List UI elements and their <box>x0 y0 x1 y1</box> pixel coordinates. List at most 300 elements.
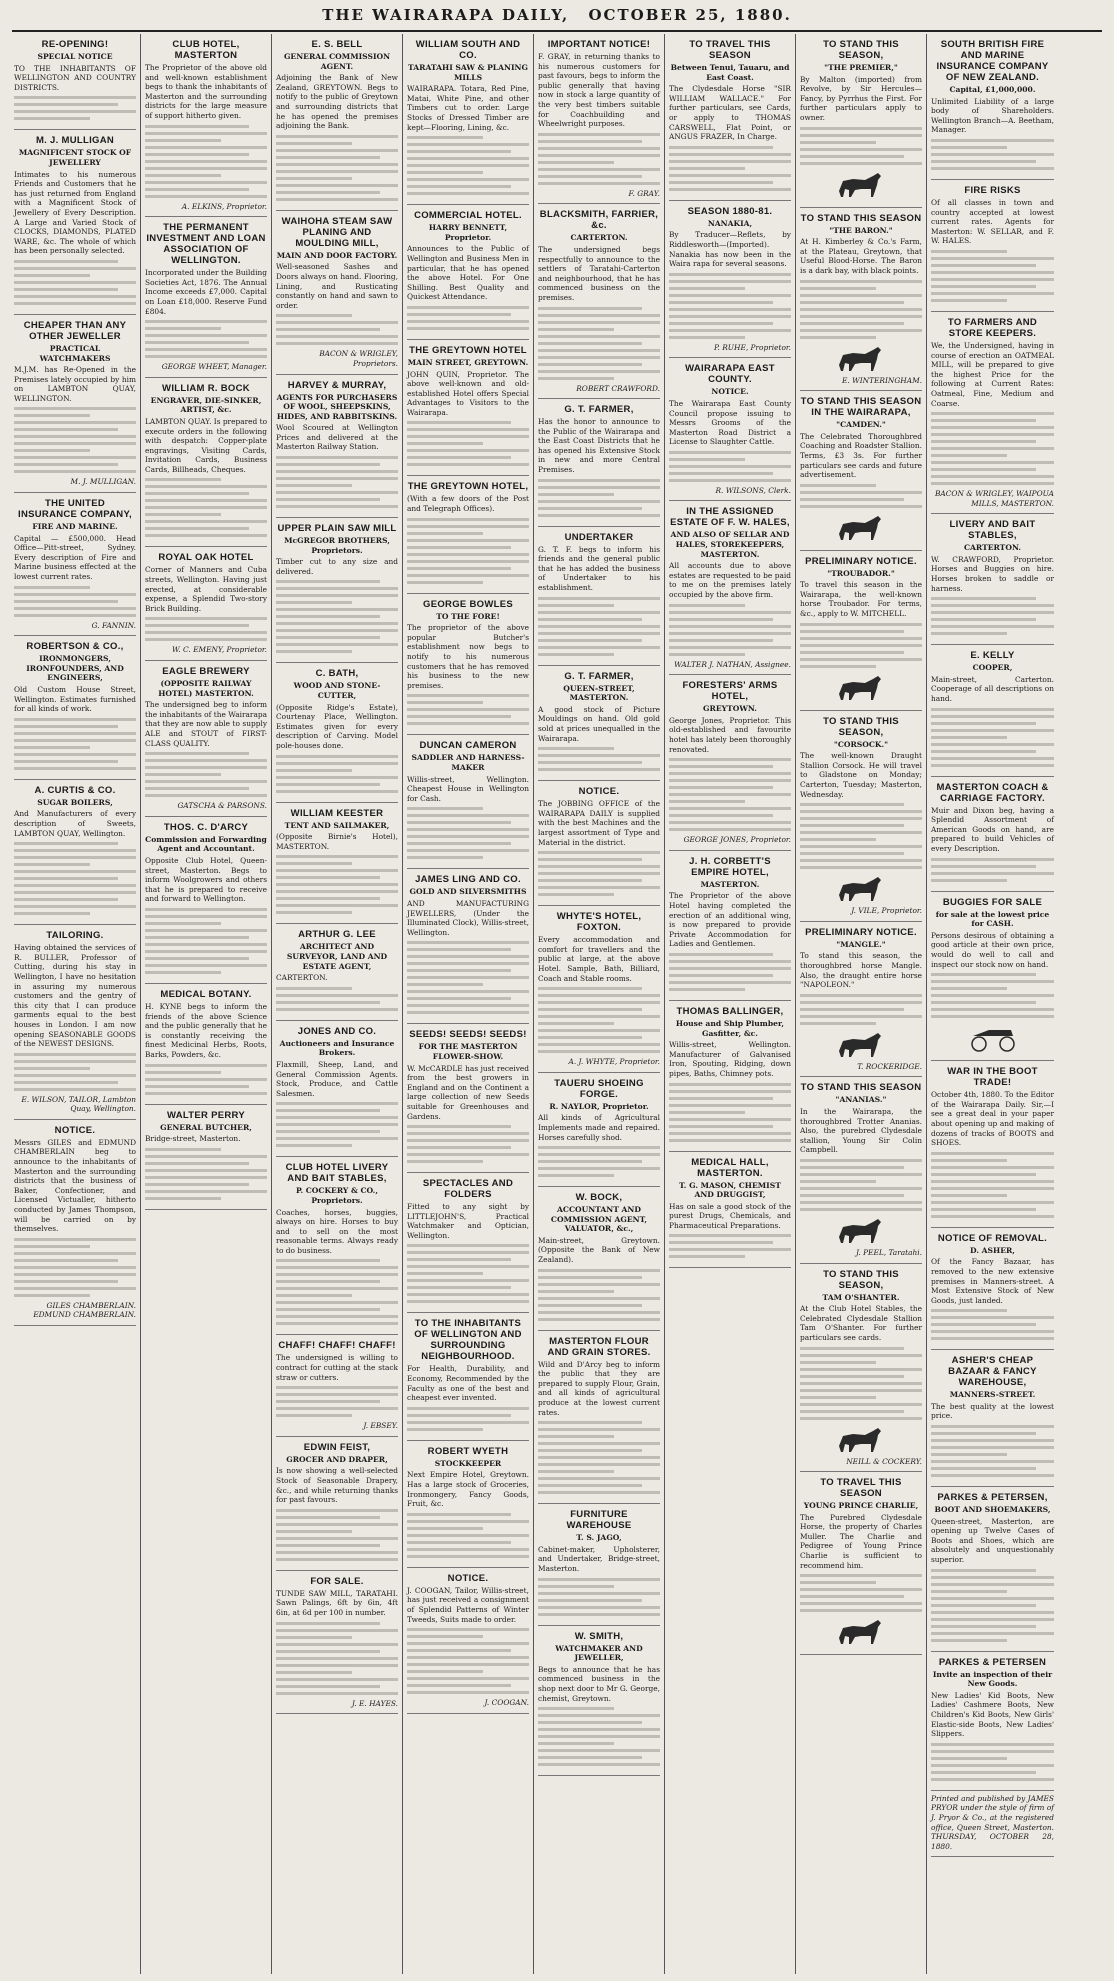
text-line <box>407 856 483 859</box>
text-line <box>145 1092 267 1095</box>
text-line <box>276 498 380 501</box>
advertisement <box>669 358 791 501</box>
text-line <box>538 1463 660 1466</box>
ad-body: The Proprietor of the above Hotel having completed the erection of an additional wing, is now prepared to provide Private Accommodation for Ladies and Gentlemen. <box>669 891 791 949</box>
text-line <box>276 463 380 466</box>
ad-body: Queen-street, Masterton, are opening up Twelve Cases of Boots and Shoes, which are absolutely and unquestionably superior. <box>931 1516 1054 1565</box>
ad-body: Having obtained the services of R. BULLER, Professor of Cutting, during his stay in Wellington, I have no hesitation in assuring my numerous customers and the gentry of this city that I can produce garments equal to the best houses in London. I am now opening SEASONABLE GOODS of the NEWEST DESIGNS. <box>14 943 136 1049</box>
text-line <box>800 803 904 806</box>
text-line <box>407 1160 483 1163</box>
text-line <box>800 665 876 668</box>
text-line <box>14 96 136 99</box>
text-line <box>145 125 249 128</box>
text-line <box>14 463 118 466</box>
column-3 <box>272 34 403 1974</box>
fine-print <box>538 1421 660 1494</box>
ad-subheading: YOUNG PRINCE CHARLIE, <box>803 1501 919 1511</box>
advertisement <box>407 34 529 205</box>
text-line <box>931 618 1036 621</box>
ad-heading: G. T. FARMER, <box>564 404 634 416</box>
ad-heading: TO STAND THIS SEASON, <box>823 715 899 738</box>
ad-body: Flaxmill, Sheep, Land, and General Commission Agents. Stock, Produce, and Cattle Salesmen. <box>276 1059 398 1098</box>
text-line <box>276 342 398 345</box>
ad-subheading: WATCHMAKER AND JEWELLER, <box>555 1643 643 1663</box>
text-line <box>669 632 791 635</box>
text-line <box>407 1004 529 1007</box>
ad-heading: TO STAND THIS SEASON, <box>823 1268 899 1291</box>
text-line <box>800 301 904 304</box>
text-line <box>14 407 136 410</box>
text-line <box>538 328 614 331</box>
ad-heading: WHYTE'S HOTEL, FOXTON. <box>556 911 642 934</box>
text-line <box>931 764 1054 767</box>
fine-print <box>800 623 922 668</box>
advertisement <box>538 906 660 1073</box>
ad-body: Willis-street, Wellington. Manufacturer of Galvanised Iron, Spouting, Ridging, down pipes, Baths, Chimney pots. <box>669 1040 791 1078</box>
text-line <box>407 715 511 718</box>
text-line <box>538 1043 660 1046</box>
text-line <box>538 639 642 642</box>
text-line <box>276 769 352 772</box>
ad-subheading: MASTERTON. <box>700 879 760 889</box>
advertisement <box>14 493 136 636</box>
text-line <box>14 449 90 452</box>
text-line <box>800 859 922 862</box>
ad-body: Capital — £500,000. Head Office—Pitt-street, Sydney. Every description of Fire and Marine business effected at the lowest current rates. <box>14 533 136 582</box>
fine-print <box>538 747 660 771</box>
text-line <box>669 625 791 628</box>
text-line <box>931 708 1054 711</box>
text-line <box>931 987 1007 990</box>
text-line <box>145 153 249 156</box>
text-line <box>14 593 136 596</box>
text-line <box>407 428 529 431</box>
text-line <box>14 1067 90 1070</box>
ad-body: (Opposite Birnie's Hotel), MASTERTON. <box>276 832 398 851</box>
text-line <box>14 1245 90 1248</box>
text-line <box>538 363 642 366</box>
text-line <box>145 1183 249 1186</box>
text-line <box>931 1215 1054 1218</box>
ad-body: AND MANUFACTURING JEWELLERS, (Under the Illuminated Clock), Willis-street, Wellington. <box>407 898 529 937</box>
ad-body: By Traducer—Reflets, by Riddlesworth—(Imported). Nanakia has now been in the Waira rapa for several seasons. <box>669 230 791 269</box>
fine-print <box>14 1053 136 1091</box>
text-line <box>800 852 904 855</box>
text-line <box>145 794 267 797</box>
fine-print <box>14 407 136 473</box>
ad-heading: FIRE RISKS <box>964 184 1021 196</box>
ad-body: (Opposite Ridge's Estate), Courtenay Place, Wellington. Estimates given for every description of Carving. Model pole-houses done. <box>276 702 398 750</box>
text-line <box>538 1276 642 1279</box>
text-line <box>276 1137 398 1140</box>
text-line <box>276 755 398 758</box>
text-line <box>669 188 791 191</box>
advertisement <box>931 1061 1054 1228</box>
text-line <box>538 1585 614 1588</box>
text-line <box>276 890 398 893</box>
text-line <box>669 280 791 283</box>
text-line <box>276 1259 380 1262</box>
ad-body: Muir and Dixon beg, having a Splendid Assortment of American Goods on hand, are prepared to build Vehicles of every Description. <box>931 805 1054 853</box>
text-line <box>538 307 642 310</box>
column-2 <box>141 34 272 1974</box>
text-line <box>538 1269 660 1272</box>
advertisement <box>14 34 136 130</box>
text-line <box>276 149 398 152</box>
text-line <box>538 1297 660 1300</box>
fine-print <box>14 718 136 770</box>
text-line <box>407 1414 511 1417</box>
ad-body: The Wairarapa East County Council propose issuing to Messrs Grooms of the Masterton Road District a License to Slaughter Cattle. <box>669 398 791 447</box>
text-line <box>538 761 642 764</box>
text-line <box>931 482 1054 485</box>
text-line <box>931 271 1054 274</box>
text-line <box>538 1022 614 1025</box>
ad-heading: WILLIAM SOUTH AND CO. <box>415 39 521 61</box>
text-line <box>145 943 267 946</box>
text-line <box>931 292 1054 295</box>
text-line <box>276 608 398 611</box>
ad-heading: TO STAND THIS SEASON IN THE WAIRARAPA, <box>800 396 922 419</box>
text-line <box>407 567 511 570</box>
text-line <box>14 600 118 603</box>
advertisement <box>145 378 267 548</box>
text-line <box>276 1123 398 1126</box>
text-line <box>800 294 922 297</box>
text-line <box>538 493 614 496</box>
fine-print <box>538 1269 660 1321</box>
advertisement <box>931 34 1054 180</box>
ad-subheading: SPECIAL NOTICE <box>37 52 113 61</box>
ad-heading: J. H. CORBETT'S EMPIRE HOTEL, <box>689 855 771 878</box>
text-line <box>14 586 90 589</box>
text-line <box>14 274 90 277</box>
text-line <box>931 994 1054 997</box>
ad-heading: SPECTACLES AND FOLDERS <box>422 1178 514 1201</box>
text-line <box>276 883 398 886</box>
ad-subheading: GREYTOWN. <box>703 704 757 714</box>
fine-print <box>14 586 136 617</box>
text-line <box>407 306 529 309</box>
fine-print <box>931 973 1054 1018</box>
text-line <box>407 463 529 466</box>
fine-print <box>538 133 660 185</box>
ad-heading: C. BATH, <box>315 668 359 680</box>
text-line <box>276 1622 380 1625</box>
text-line <box>669 611 791 614</box>
ad-body: Has the honor to announce to the Public of the Wairarapa and the East Coast Districts that he has opened his Extensive Stock in new and more Central Premises. <box>538 417 660 475</box>
text-line <box>14 1259 118 1262</box>
ad-heading: FURNITURE WAREHOUSE <box>566 1509 632 1532</box>
text-line <box>538 851 660 854</box>
text-line <box>276 1636 352 1639</box>
text-line <box>538 886 660 889</box>
text-line <box>145 964 267 967</box>
ad-heading: E. S. BELL <box>311 39 363 50</box>
ad-subheading: "CAMDEN." <box>836 420 886 430</box>
fine-print <box>538 1707 660 1766</box>
text-line <box>800 1347 904 1350</box>
column-4 <box>403 34 534 1974</box>
text-line <box>538 1283 660 1286</box>
text-line <box>407 553 529 556</box>
text-line <box>14 1273 136 1276</box>
text-line <box>276 650 352 653</box>
text-line <box>669 308 791 311</box>
text-line <box>14 110 136 113</box>
ad-heading: MEDICAL BOTANY. <box>160 988 252 1000</box>
advertisement <box>931 1652 1054 1791</box>
advertisement <box>276 34 398 211</box>
text-line <box>538 314 660 317</box>
ad-body: LAMBTON QUAY. Is prepared to execute orders in the following with despatch: Copper-plate engravings, Visiting Cards, Invitation Cards, Business Cards, Billheads, Cheques. <box>145 416 268 474</box>
text-line <box>14 302 136 305</box>
ad-body: W. CRAWFORD, Proprietor. Horses and Buggies on hire. Horses broken to saddle or harness. <box>931 554 1054 593</box>
column-8 <box>927 34 1058 1974</box>
text-line <box>669 322 773 325</box>
text-line <box>669 1255 745 1258</box>
horse-icon <box>800 1029 922 1059</box>
text-line <box>407 532 483 535</box>
fine-print <box>145 478 267 537</box>
text-line <box>538 872 660 875</box>
horse-icon <box>800 1616 922 1646</box>
ad-subheading: Capital, £1,000,000. <box>949 85 1036 94</box>
ad-subheading: FOR THE MASTERTON FLOWER-SHOW. <box>418 1042 518 1061</box>
ad-heading: M. J. MULLIGAN <box>35 135 115 147</box>
text-line <box>145 146 267 149</box>
ad-heading: WILLIAM KEESTER <box>290 807 384 819</box>
ad-body: G. T. F. begs to inform his friends and the general public that he has added the business of Undertaker to his establishment. <box>538 544 660 593</box>
text-line <box>538 893 614 896</box>
text-line <box>538 1167 660 1170</box>
ad-body: Opposite Club Hotel, Queen-street, Masterton. Begs to inform Woolgrowers and others that he is prepared to receive and forward to Wellington. <box>145 855 267 904</box>
advertisement <box>931 180 1054 312</box>
text-line <box>276 1008 398 1011</box>
advertisement <box>145 217 267 378</box>
text-line <box>14 456 136 459</box>
text-line <box>276 1001 380 1004</box>
text-line <box>669 800 745 803</box>
ad-signature: GATSCHA & PARSONS. <box>177 801 267 811</box>
advertisement <box>14 130 136 315</box>
text-line <box>276 1509 398 1512</box>
text-line <box>14 863 90 866</box>
advertisement <box>800 34 922 208</box>
text-line <box>669 472 773 475</box>
ad-signature: E. WILSON, TAILOR, Lambton Quay, Wellington. <box>21 1094 136 1114</box>
ad-heading: THE GREYTOWN HOTEL <box>409 344 527 356</box>
text-line <box>407 1428 483 1431</box>
fine-print <box>14 260 136 305</box>
fine-print <box>538 597 660 656</box>
text-line <box>276 994 398 997</box>
fine-print <box>276 1386 398 1417</box>
ad-subheading: T. G. MASON, CHEMIST AND DRUGGIST, <box>679 1180 781 1200</box>
text-line <box>800 1008 904 1011</box>
ad-signature: WALTER J. NATHAN, Assignee. <box>674 659 791 669</box>
text-line <box>14 1266 136 1269</box>
text-line <box>276 135 398 138</box>
ad-body: The Clydesdale Horse "SIR WILLIAM WALLACE." For further particulars, see Cards, or apply to THOMAS CARSWELL, Flat Point, or ANGUS FRAZER, In Charge. <box>669 84 791 142</box>
advertisement <box>538 1626 660 1777</box>
text-line <box>276 1544 380 1547</box>
text-line <box>669 458 745 461</box>
text-line <box>407 997 511 1000</box>
text-line <box>538 1456 660 1459</box>
text-line <box>276 1280 380 1283</box>
ad-body: Bridge-street, Masterton. <box>145 1134 241 1144</box>
buggy-icon <box>931 1022 1054 1052</box>
text-line <box>800 1609 922 1612</box>
ad-heading: WAR IN THE BOOT TRADE! <box>947 1066 1038 1089</box>
ad-body: A good stock of Picture Mouldings on hand. Old gold sold at prices unequalled in the Wairarapa. <box>538 704 660 743</box>
fine-print <box>14 1238 136 1297</box>
text-line <box>276 1386 398 1389</box>
fine-print <box>931 858 1054 882</box>
text-line <box>407 1293 529 1296</box>
ad-body: Adjoining the Bank of New Zealand, GREYTOWN. Begs to notify to the public of Greytown and surrounding districts that he has opened the premises adjoining the Bank. <box>276 73 398 131</box>
text-line <box>931 973 1036 976</box>
text-line <box>14 746 90 749</box>
text-line <box>931 1194 1007 1197</box>
ad-heading: WILLIAM R. BOCK <box>162 382 250 394</box>
fine-print <box>276 1102 398 1147</box>
text-line <box>538 514 660 517</box>
horse-icon <box>800 169 922 199</box>
text-line <box>800 1022 876 1025</box>
text-line <box>407 456 511 459</box>
text-line <box>669 167 745 170</box>
text-line <box>14 614 136 617</box>
text-line <box>407 1146 511 1149</box>
text-line <box>538 1442 660 1445</box>
text-line <box>538 1036 642 1039</box>
text-line <box>538 479 660 482</box>
fine-print <box>669 146 791 191</box>
ad-heading: PARKES & PETERSEN, <box>937 1492 1048 1504</box>
text-line <box>538 335 660 338</box>
text-line <box>931 1432 1036 1435</box>
advertisement <box>669 1152 791 1269</box>
text-line <box>538 1613 660 1616</box>
text-line <box>407 192 529 195</box>
text-line <box>14 103 118 106</box>
text-line <box>669 451 791 454</box>
text-line <box>538 1311 660 1314</box>
text-line <box>407 320 529 323</box>
text-line <box>276 643 398 646</box>
fine-print <box>800 1347 922 1420</box>
ad-body: And Manufacturers of every description of Sweets, LAMBTON QUAY, Wellington. <box>14 809 136 838</box>
ad-subheading: "ANANIAS." <box>835 1095 887 1105</box>
ad-subheading: "CORSOCK." <box>833 739 889 749</box>
text-line <box>14 1074 136 1077</box>
ad-body: Incorporated under the Building Societies Act, 1876. The Annual Income exceeds £7,000. Capital on Loan £18,000. Reserve Fund £804. <box>145 268 267 316</box>
text-line <box>407 171 483 174</box>
fine-print <box>931 1309 1054 1340</box>
text-line <box>669 160 791 163</box>
text-line <box>14 435 136 438</box>
ad-heading: DUNCAN CAMERON <box>419 740 517 752</box>
advertisement <box>407 1441 529 1568</box>
text-line <box>407 849 529 852</box>
fine-print <box>145 320 267 358</box>
ad-body: Next Empire Hotel, Greytown. Has a large stock of Groceries, Ironmongery, Fancy Goods, Fruit, &c. <box>407 1470 529 1509</box>
text-line <box>145 195 267 198</box>
text-line <box>669 821 791 824</box>
text-line <box>407 1421 529 1424</box>
text-line <box>276 191 380 194</box>
advertisement <box>538 1187 660 1331</box>
text-line <box>14 288 118 291</box>
text-line <box>145 773 221 776</box>
text-line <box>538 858 642 861</box>
fine-print <box>407 136 529 195</box>
text-line <box>145 1071 221 1074</box>
fine-print <box>407 941 529 1014</box>
ad-subheading: R. NAYLOR, Proprietor. <box>549 1101 649 1111</box>
text-line <box>800 280 922 283</box>
text-line <box>145 787 249 790</box>
text-line <box>538 1728 660 1731</box>
text-line <box>407 694 529 697</box>
text-line <box>276 1657 398 1660</box>
text-line <box>538 486 660 489</box>
ad-subheading: NANAKIA, <box>707 218 753 228</box>
text-line <box>669 1125 773 1128</box>
advertisement <box>276 1157 398 1335</box>
text-line <box>669 793 791 796</box>
text-line <box>800 287 876 290</box>
text-line <box>800 1208 922 1211</box>
text-line <box>538 1707 614 1710</box>
advertisement <box>14 315 136 493</box>
ad-heading: RE-OPENING! <box>41 39 109 50</box>
text-line <box>800 1574 922 1577</box>
text-line <box>800 1015 922 1018</box>
text-line <box>407 143 529 146</box>
advertisement <box>538 34 660 204</box>
text-line <box>407 1649 511 1652</box>
fine-print <box>407 306 529 330</box>
text-line <box>669 960 791 963</box>
text-line <box>276 1266 398 1269</box>
advertisement <box>800 391 922 551</box>
advertisement <box>538 1331 660 1505</box>
text-line <box>145 971 221 974</box>
advertisement <box>276 663 398 802</box>
text-line <box>145 1197 221 1200</box>
ad-subheading: "THE PREMIER," <box>824 63 898 72</box>
text-line <box>538 182 660 185</box>
text-line <box>669 329 791 332</box>
text-line <box>276 505 398 508</box>
horse-icon <box>800 672 922 702</box>
text-line <box>14 1081 118 1084</box>
text-line <box>145 181 267 184</box>
text-line <box>407 518 529 521</box>
text-line <box>800 630 904 633</box>
text-line <box>14 905 136 908</box>
text-line <box>931 1743 1054 1746</box>
text-line <box>931 454 1007 457</box>
text-line <box>800 658 922 661</box>
ad-signature: G. FANNIN. <box>91 620 136 630</box>
column-5 <box>534 34 665 1974</box>
text-line <box>407 1244 529 1247</box>
advertisement <box>800 1077 922 1263</box>
